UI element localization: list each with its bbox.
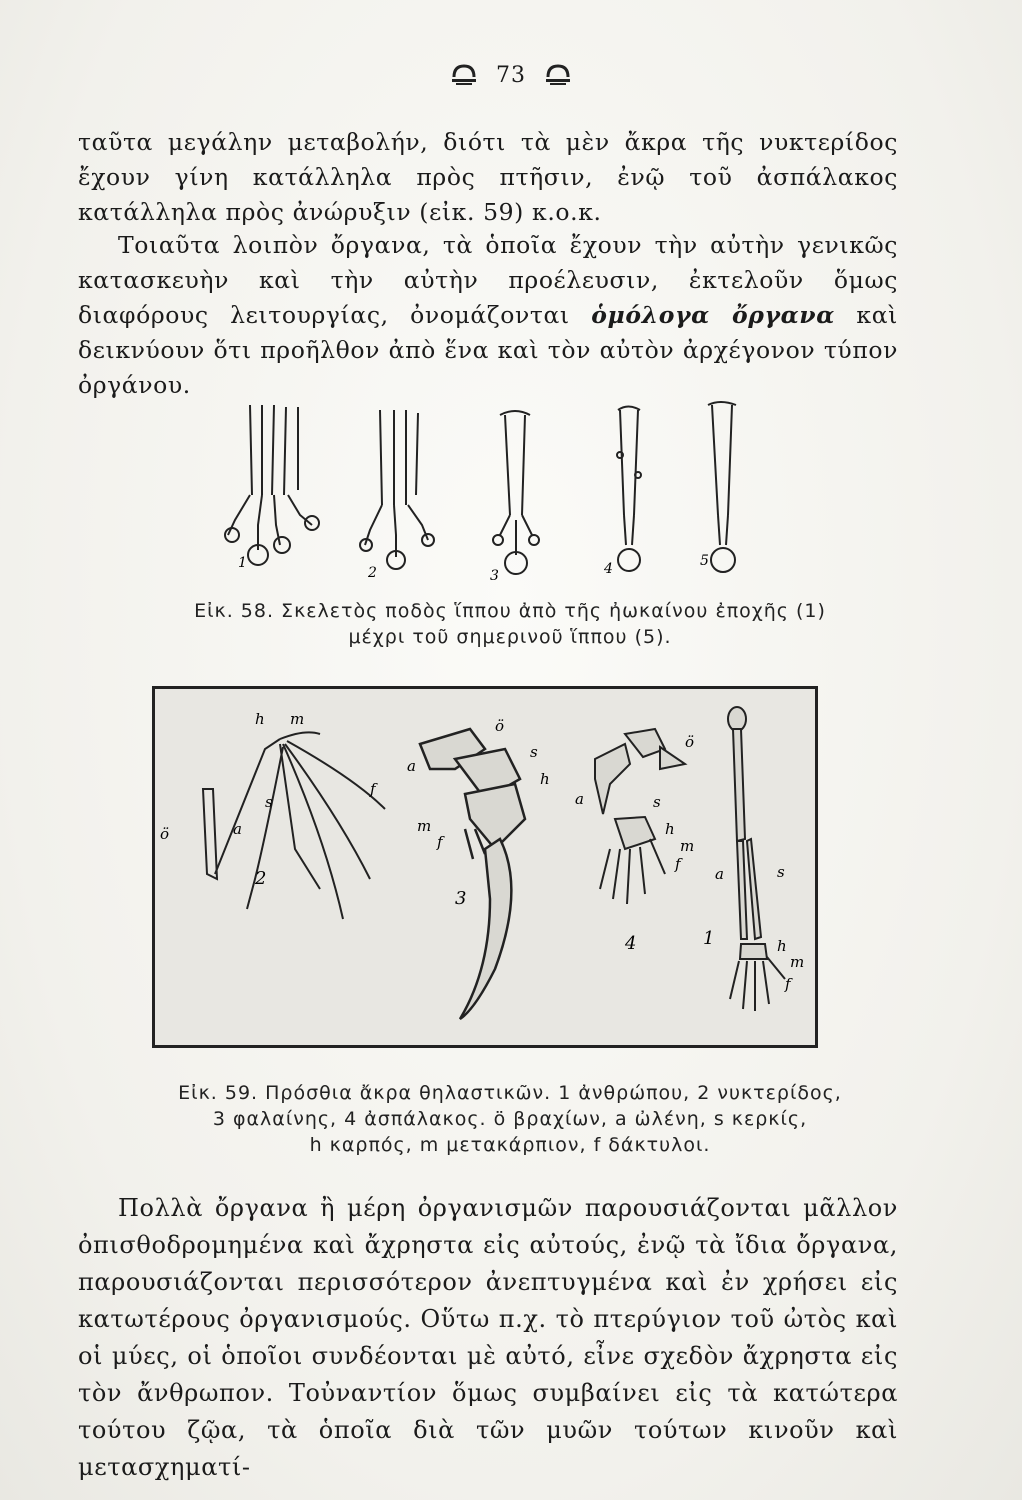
fig59-caption-line-2: 3 φαλαίνης, 4 ἀσπάλακος. ö βραχίων, a ὠλένη, s κερκίς,: [212, 1108, 808, 1130]
bat-label-a: a: [233, 820, 242, 838]
paragraph-text-end: καὶ δεικνύουν ὅτι προῆλθον ἀπὸ ἕνα καὶ τὸν αὐτὸν ἀρχέγονον τύπον ὀργάνου.: [78, 301, 898, 399]
fig58-label-5: 5: [700, 553, 709, 569]
bat-wing: [203, 732, 385, 919]
human-label-a: a: [715, 865, 724, 883]
ornament-left-icon: [450, 63, 478, 87]
emphasized-term: ὁμόλογα ὄργανα: [591, 301, 835, 329]
mole-limb: [595, 729, 685, 904]
fig59-caption-line-3: h καρπός, m μετακάρπιον, f δάκτυλοι.: [309, 1134, 711, 1156]
figure-58-caption: [70, 598, 950, 650]
page-header: [0, 62, 1022, 88]
whale-label-f: f: [437, 833, 443, 851]
fig58-caption-line-1: Εἰκ. 58. Σκελετὸς ποδὸς ἵππου ἀπὸ τῆς ἠωκαίνου ἐποχῆς (1): [194, 600, 826, 622]
bat-label-m: m: [290, 710, 305, 728]
fig59-caption-line-1: Εἰκ. 59. Πρόσθια ἄκρα θηλαστικῶν. 1 ἀνθρώπου, 2 νυκτερίδος,: [178, 1082, 842, 1104]
mole-label-a: a: [575, 790, 584, 808]
ornament-right-icon: [544, 63, 572, 87]
mole-label-m: m: [680, 837, 695, 855]
paragraph-homologous-organs: [78, 228, 898, 403]
whale-flipper: [420, 729, 525, 1019]
horse-foot-2: [360, 410, 434, 569]
bat-label-h: h: [255, 710, 265, 728]
bat-label-s: s: [265, 793, 273, 811]
fig58-caption-line-2: μέχρι τοῦ σημερινοῦ ἵππου (5).: [348, 626, 672, 648]
whale-label-o: ö: [495, 717, 505, 735]
mole-number: 4: [625, 933, 637, 954]
horse-foot-3: [493, 411, 539, 574]
bat-number: 2: [255, 868, 267, 889]
paragraph-continuation: ταῦτα μεγάλην μεταβολήν, διότι τὰ μὲν ἄκρα τῆς νυκτερίδος ἔχουν γίνη κατάλληλα πρὸς πτῆσιν, ἐνῷ τοῦ ἀσπάλακος κατάλληλα πρὸς ἀνώρυξιν (εἰκ. 59) κ.ο.κ.: [78, 128, 898, 226]
fig58-label-1: 1: [238, 555, 247, 571]
fig58-label-3: 3: [490, 568, 499, 584]
horse-foot-5: [708, 402, 736, 572]
human-number: 1: [703, 928, 715, 949]
human-label-f: f: [785, 975, 791, 993]
horse-foot-1: [225, 405, 319, 565]
human-arm: [728, 707, 785, 1011]
paragraph-text-start: Τοιαῦτα λοιπὸν ὄργανα, τὰ ὁποῖα ἔχουν τὴν αὐτὴν γενικῶς κατασκευὴν καὶ τὴν αὐτὴν προέλευσιν, ἐκτελοῦν ὅμως διαφόρους λειτουργίας, ὀνομάζονται: [78, 231, 898, 329]
whale-label-m: m: [417, 817, 432, 835]
mole-label-s: s: [653, 793, 661, 811]
whale-label-a: a: [407, 757, 416, 775]
fig58-label-2: 2: [368, 565, 377, 581]
whale-label-s: s: [530, 743, 538, 761]
mole-label-h: h: [665, 820, 675, 838]
figure-58-horse-feet: [200, 395, 800, 585]
whale-label-h: h: [540, 770, 550, 788]
bat-label-o: ö: [160, 825, 170, 843]
human-label-h: h: [777, 937, 787, 955]
mole-label-o: ö: [685, 733, 695, 751]
figure-59-frame: [152, 686, 818, 1048]
paragraph-vestigial-organs: Πολλὰ ὄργανα ἢ μέρη ὀργανισμῶν παρουσιάζονται μᾶλλον ὀπισθοδρομημένα καὶ ἄχρηστα εἰς αὐτούς, ἐνῷ τὰ ἴδια ὄργανα, παρουσιάζονται περισσότερον ἀνεπτυγμένα καὶ ἐν χρήσει εἰς κατωτέρους ὀργανισμούς. Οὕτω π.χ. τὸ πτερύγιον τοῦ ὠτὸς καὶ οἱ μύες, οἱ ὁποῖοι συνδέονται μὲ αὐτό, εἶνε σχεδὸν ἄχρηστα εἰς τὸν ἄνθρωπον. Τοὐναντίον ὅμως συμβαίνει εἰς τὰ κατώτερα τούτου ζῷα, τὰ ὁποῖα διὰ τῶν μυῶν τούτων κινοῦν καὶ μετασχηματί-: [78, 1194, 898, 1481]
whale-number: 3: [455, 888, 467, 909]
page-number: 73: [496, 62, 526, 88]
fig58-label-4: 4: [604, 561, 613, 577]
figure-59-forelimbs: [155, 689, 815, 1045]
bat-label-f: f: [370, 780, 376, 798]
mole-label-f: f: [675, 855, 681, 873]
human-label-m: m: [790, 953, 805, 971]
human-label-s: s: [777, 863, 785, 881]
figure-59-caption: [70, 1080, 950, 1158]
horse-foot-4: [617, 407, 641, 572]
